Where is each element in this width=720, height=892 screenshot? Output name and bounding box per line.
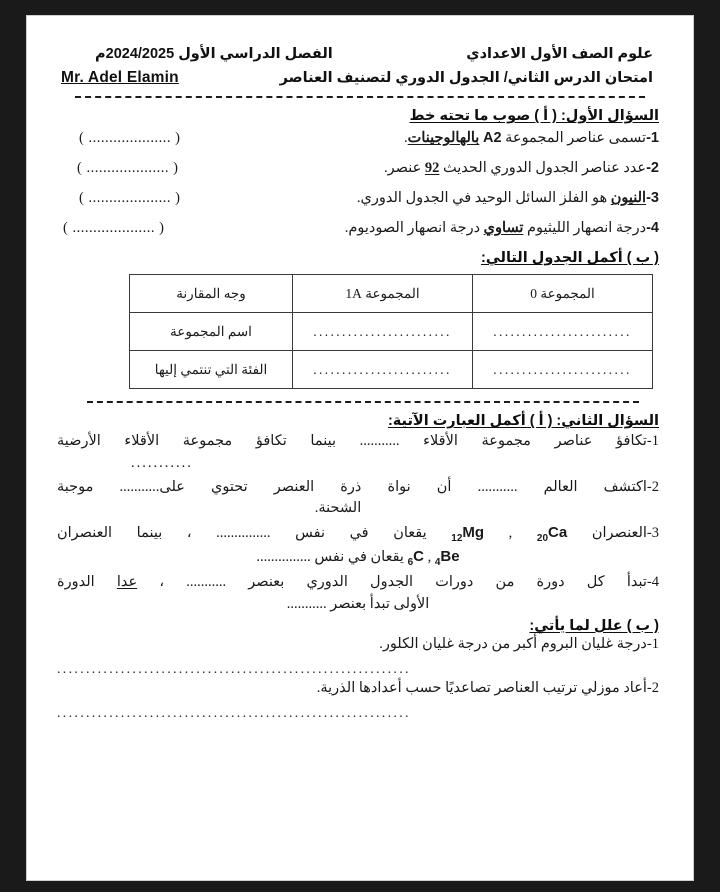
explain-answer-line[interactable]: ............................................................. — [57, 705, 411, 721]
table-cell-group0-header: المجموعة 0 — [473, 275, 653, 313]
answer-blank[interactable]: ( .................... ) — [79, 190, 181, 206]
item-number: 3- — [646, 190, 659, 206]
item-after: عنصر. — [384, 160, 425, 176]
item-text: درجة غليان البروم أكبر من درجة غليان الكلور. — [379, 635, 647, 652]
element-symbol: C — [413, 548, 424, 565]
question2-part-b-heading: ( ب ) علل لما يأتي: — [529, 617, 659, 634]
exam-title: امتحان الدرس الثاني/ الجدول الدوري لتصنيف العناصر — [279, 70, 653, 86]
question1-correct-underlined-list — [57, 130, 659, 237]
element-symbol-magnesium — [451, 524, 485, 544]
item-number: 4- — [646, 220, 659, 236]
explain-answer-line[interactable]: ............................................................. — [57, 661, 411, 677]
item-text-pre: تبدأ كل دورة من دورات الجدول الدوري بعنصر ........... ، — [137, 574, 647, 590]
table-row — [130, 351, 653, 389]
item-text-post: الدورة — [57, 574, 117, 590]
atomic-number: 12 — [451, 533, 463, 544]
comparison-table-wrapper — [57, 274, 659, 389]
header-divider — [75, 96, 645, 98]
item-underlined-term: النيون — [610, 190, 647, 206]
explain-item — [57, 680, 659, 697]
atomic-number: 20 — [536, 533, 549, 544]
teacher-name: Mr. Adel Elamin — [61, 69, 179, 86]
question2-item — [57, 477, 659, 521]
table-cell-row-label: وجه المقارنة — [130, 275, 293, 313]
comparison-table — [129, 274, 653, 389]
element-symbol-carbon — [407, 548, 424, 568]
question1-item-text — [357, 190, 659, 207]
question2-item-line — [57, 522, 659, 546]
question2-item-line — [57, 477, 659, 499]
atomic-number: 4 — [434, 557, 441, 568]
item-underlined-term: 92 — [424, 160, 440, 176]
item-after: هو الفلز السائل الوحيد في الجدول الدوري. — [356, 190, 611, 206]
element-symbol-beryllium — [434, 548, 460, 568]
symbol-separator: , — [423, 549, 435, 565]
explain-item — [57, 636, 659, 653]
table-cell-answer-blank[interactable]: ........................ — [473, 313, 653, 351]
table-cell-row-label: اسم المجموعة — [130, 313, 293, 351]
symbol-separator: , — [484, 525, 537, 541]
item-text: اكتشف العالم ........... أن نواة ذرة العنصر تحتوي على........... موجبة — [57, 478, 647, 495]
item-before: درجة انصهار الليثيوم — [523, 220, 647, 236]
item-before: عدد عناصر الجدول الدوري الحديث — [439, 160, 647, 176]
question1-item — [57, 190, 659, 207]
item-number: 1- — [646, 433, 659, 449]
question2-item-blank[interactable]: ........... — [131, 454, 193, 471]
item-number: 4- — [646, 574, 659, 590]
question1-item — [57, 160, 659, 177]
item-after: . — [404, 130, 408, 146]
document-page — [27, 16, 693, 880]
item-underlined-term: تساوي — [483, 220, 524, 236]
answer-blank[interactable]: ( .................... ) — [77, 160, 179, 176]
item-number: 3- — [646, 525, 659, 541]
question1-item-text — [384, 160, 659, 177]
question2-heading: السؤال الثاني: ( أ ) أكمل العبارت الآتية: — [387, 413, 659, 429]
table-cell-row-label: الفئة التي تنتمي إليها — [130, 351, 293, 389]
item-underlined-term: بالهالوجينات — [407, 130, 480, 146]
item-text-pre: العنصران — [567, 525, 647, 541]
atomic-number: 6 — [407, 557, 414, 568]
question2-item-line — [57, 572, 659, 594]
table-cell-answer-blank[interactable]: ........................ — [293, 313, 473, 351]
item-number: 1- — [646, 635, 659, 652]
section-divider — [87, 401, 639, 403]
question1-item-text — [404, 130, 659, 147]
question2-item — [57, 572, 659, 616]
term-label: الفصل الدراسي الأول 2024/2025م — [95, 46, 333, 62]
element-symbol: Be — [440, 548, 460, 565]
document-header — [57, 46, 659, 87]
question2-fill-in-list — [57, 431, 659, 616]
question1-item — [57, 220, 659, 237]
subject-grade-label: علوم الصف الأول الاعدادي — [466, 46, 653, 62]
item-text-tail: يقعان في نفس ............... — [256, 549, 408, 565]
item-text: أعاد موزلي ترتيب العناصر تصاعديًا حسب أعدادها الذرية. — [316, 679, 647, 696]
question2-item-line2: الشحنة. — [314, 500, 362, 517]
item-text: تكافؤ عناصر مجموعة الأقلاء ........... بينما تكافؤ مجموعة الأقلاء الأرضية — [57, 433, 647, 449]
table-row — [130, 313, 653, 351]
question1-item-text — [345, 220, 659, 237]
element-symbol-calcium — [536, 524, 568, 544]
table-row — [130, 275, 653, 313]
element-symbol: Mg — [462, 524, 485, 541]
item-after: درجة انصهار الصوديوم. — [344, 220, 484, 236]
table-cell-answer-blank[interactable]: ........................ — [293, 351, 473, 389]
question2-item-line2 — [57, 546, 659, 570]
item-element: A2 — [482, 130, 502, 146]
answer-blank[interactable]: ( .................... ) — [63, 220, 165, 236]
header-row-bottom — [57, 69, 659, 87]
question1-item — [57, 130, 659, 147]
item-number: 2- — [646, 160, 659, 176]
question2-item-line — [57, 431, 659, 453]
table-cell-group1a-header: المجموعة 1A — [293, 275, 473, 313]
question2-item — [57, 522, 659, 570]
item-number: 1- — [646, 130, 659, 146]
question2-item-line2: الأولى تبدأ بعنصر ........... — [286, 595, 430, 612]
question2-item — [57, 431, 659, 475]
item-number: 2- — [646, 478, 659, 495]
item-number: 2- — [646, 679, 659, 696]
explain-list — [57, 636, 659, 722]
question1-heading: السؤال الأول: ( أ ) صوب ما تحته خط — [409, 108, 659, 124]
element-symbol: Ca — [548, 524, 568, 541]
header-row-top — [57, 46, 659, 62]
item-underlined-term: عدا — [116, 574, 138, 590]
item-before: تسمى عناصر المجموعة — [501, 130, 647, 146]
question1-part-b-heading: ( ب ) أكمل الجدول التالي: — [481, 250, 659, 266]
item-text-mid: يقعان في نفس ............... ، بينما العنصران — [57, 525, 452, 541]
table-cell-answer-blank[interactable]: ........................ — [473, 351, 653, 389]
answer-blank[interactable]: ( .................... ) — [79, 130, 181, 146]
